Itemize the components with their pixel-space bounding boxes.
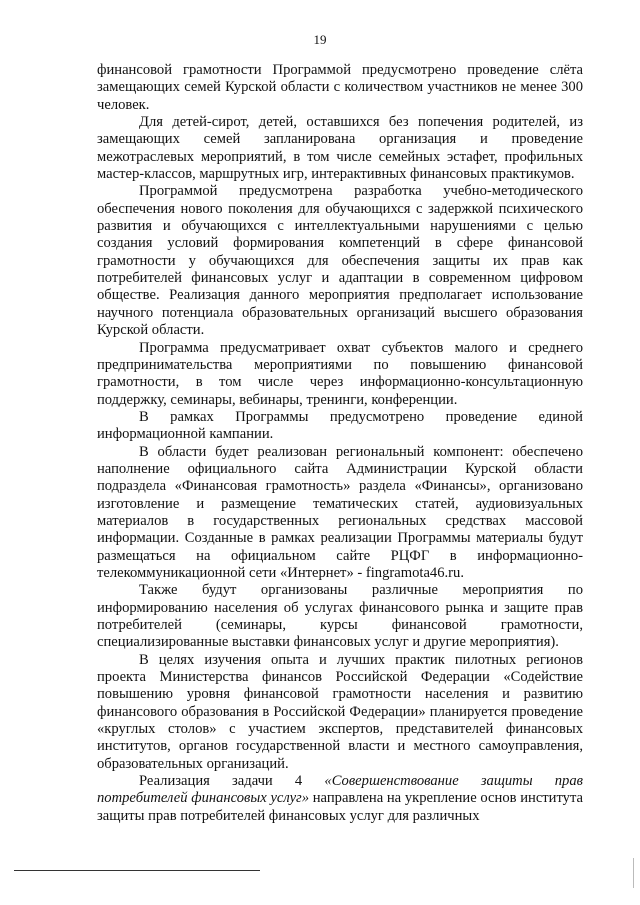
paragraph-round-tables: В целях изучения опыта и лучших практик пилотных регионов проекта Министерства финансов Российской Федерации «Содействие повышению уровня финансовой грамотности населения и развитию финансового образования в Российской Федерации» планируется проведение «круглых столов» с участием экспертов, представителей финансовых институтов, органов государственной власти и местного самоуправления, образовательных организаций. [97, 651, 583, 772]
footer-rule [14, 870, 260, 871]
paragraph-info-campaign: В рамках Программы предусмотрено проведение единой информационной кампании. [97, 408, 583, 443]
scan-edge-mark [633, 858, 634, 888]
paragraph-continuation: финансовой грамотности Программой предусмотрено проведение слёта замещающих семей Курской области с количеством участников не менее 300 человек. [97, 62, 583, 113]
task-4-rest: направлена на укрепление основ института защиты прав потребителей финансовых услуг для различных [97, 790, 584, 824]
paragraph-methodology: Программой предусмотрена разработка учебно-методического обеспечения нового поколения для обучающихся с задержкой психического развития и обучающихся с интеллектуальными нарушениями с целью создания условий формирования компетенций в сфере финансовой грамотности у обучающихся для обеспечения защиты их прав как потребителей финансовых услуг и адаптации в современном цифровом обществе. Реализация данного мероприятия предполагает использование научного потенциала образовательных организаций высшего образования Курской области. [97, 183, 583, 339]
paragraph-regional-component: В области будет реализован региональный компонент: обеспечено наполнение официального сайта Администрации Курской области подраздела «Финансовая грамотность» раздела «Финансы», организовано изготовление и размещение тематических статей, аудиовизуальных материалов в государственных региональных средствах массовой информации. Созданные в рамках реализации Программы материалы будут размещаться на официальном сайте РЦФГ в информационно-телекоммуникационной сети «Интернет» - fingramota46.ru. [97, 443, 583, 581]
paragraph-orphans-events: Для детей-сирот, детей, оставшихся без попечения родителей, из замещающих семей запланирована организация и проведение межотраслевых мероприятий, в том числе семейных эстафет, профильных мастер-классов, маршрутных игр, интерактивных финансовых практикумов. [97, 114, 583, 183]
paragraph-task-4 [97, 773, 583, 825]
task-4-lead: Реализация задачи 4 [139, 773, 325, 790]
document-body [97, 62, 583, 825]
paragraph-small-business: Программа предусматривает охват субъектов малого и среднего предпринимательства мероприятиями по повышению финансовой грамотности, в том числе через информационно-консультационную поддержку, семинары, вебинары, тренинги, конференции. [97, 339, 583, 408]
task-4-title: «Совершенствование защиты прав потребителей финансовых услуг» [97, 773, 583, 807]
page-number: 19 [313, 32, 327, 47]
paragraph-informing-events: Также будут организованы различные мероприятия по информированию населения об услугах финансового рынка и защите прав потребителей (семинары, курсы финансовой грамотности, специализированные выставки финансовых услуг и другие мероприятия). [97, 582, 583, 651]
